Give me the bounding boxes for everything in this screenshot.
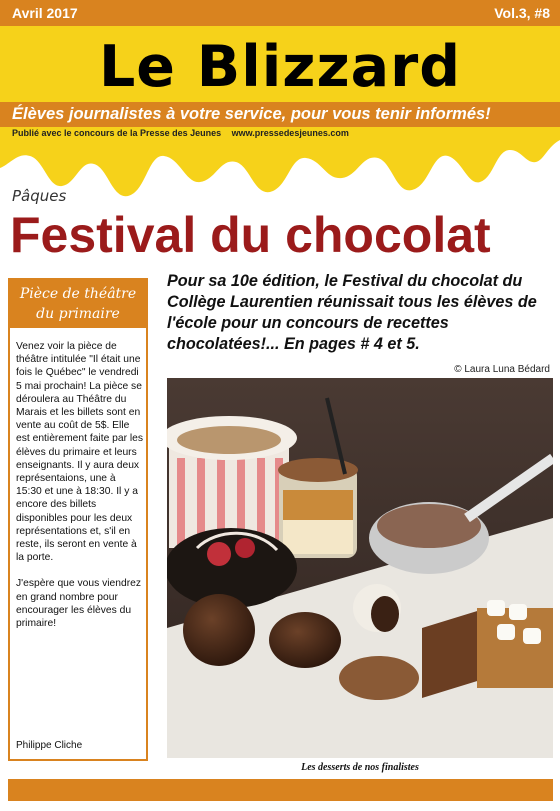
sidebar-author: Philippe Cliche bbox=[16, 740, 83, 751]
sidebar-header bbox=[10, 280, 146, 328]
website-link[interactable]: www.pressedesjeunes.com bbox=[231, 128, 349, 138]
photo-caption: Les desserts de nos finalistes bbox=[301, 762, 419, 773]
issue-info-bar bbox=[0, 0, 560, 26]
photo-credit: © Laura Luna Bédard bbox=[454, 364, 550, 375]
sidebar-title: Pièce de théâtre du primaire bbox=[19, 286, 137, 322]
issue-date: Avril 2017 bbox=[12, 5, 78, 21]
sidebar-box bbox=[8, 278, 148, 761]
article-headline: Festival du chocolat bbox=[10, 207, 491, 263]
tagline-bar bbox=[0, 102, 560, 127]
footer-bar bbox=[8, 779, 553, 801]
volume-number: Vol.3, #8 bbox=[494, 5, 550, 21]
article-kicker: Pâques bbox=[12, 187, 67, 205]
dessert-photo-illustration bbox=[167, 378, 553, 758]
publisher-line bbox=[12, 128, 349, 138]
publisher-note: Publié avec le concours de la Presse des Jeunes bbox=[12, 128, 222, 138]
dessert-photo bbox=[167, 378, 553, 758]
tagline: Élèves journalistes à votre service, pour vous tenir informés! bbox=[12, 105, 491, 123]
sidebar-body bbox=[16, 340, 144, 643]
article-lede: Pour sa 10e édition, le Festival du chocolat du Collège Laurentien réunissait tous les élèves de l'école pour un concours de recettes chocolatées!... En pages # 4 et 5. bbox=[167, 272, 537, 353]
sidebar-paragraph-1: Venez voir la pièce de théâtre intitulée "Il était une fois le Québec" le vendredi 5 mai prochain! La pièce se déroulera au Théâtre du Marais et les billets sont en vente au coût de 5$. Elle est entièrement faite par les élèves du primaire et leurs enseignants. Il y aura deux représentaions, une à 15:30 et une à 18:30. Il y a encore des billets disponibles pour les deux représentations et, s'il en reste, ils seront en vente à la porte. bbox=[16, 341, 144, 564]
newspaper-title: Le Blizzard bbox=[98, 34, 462, 100]
sidebar-paragraph-2: J'espère que vous viendrez en grand nombre pour encourager les élèves du primaire! bbox=[16, 578, 142, 630]
